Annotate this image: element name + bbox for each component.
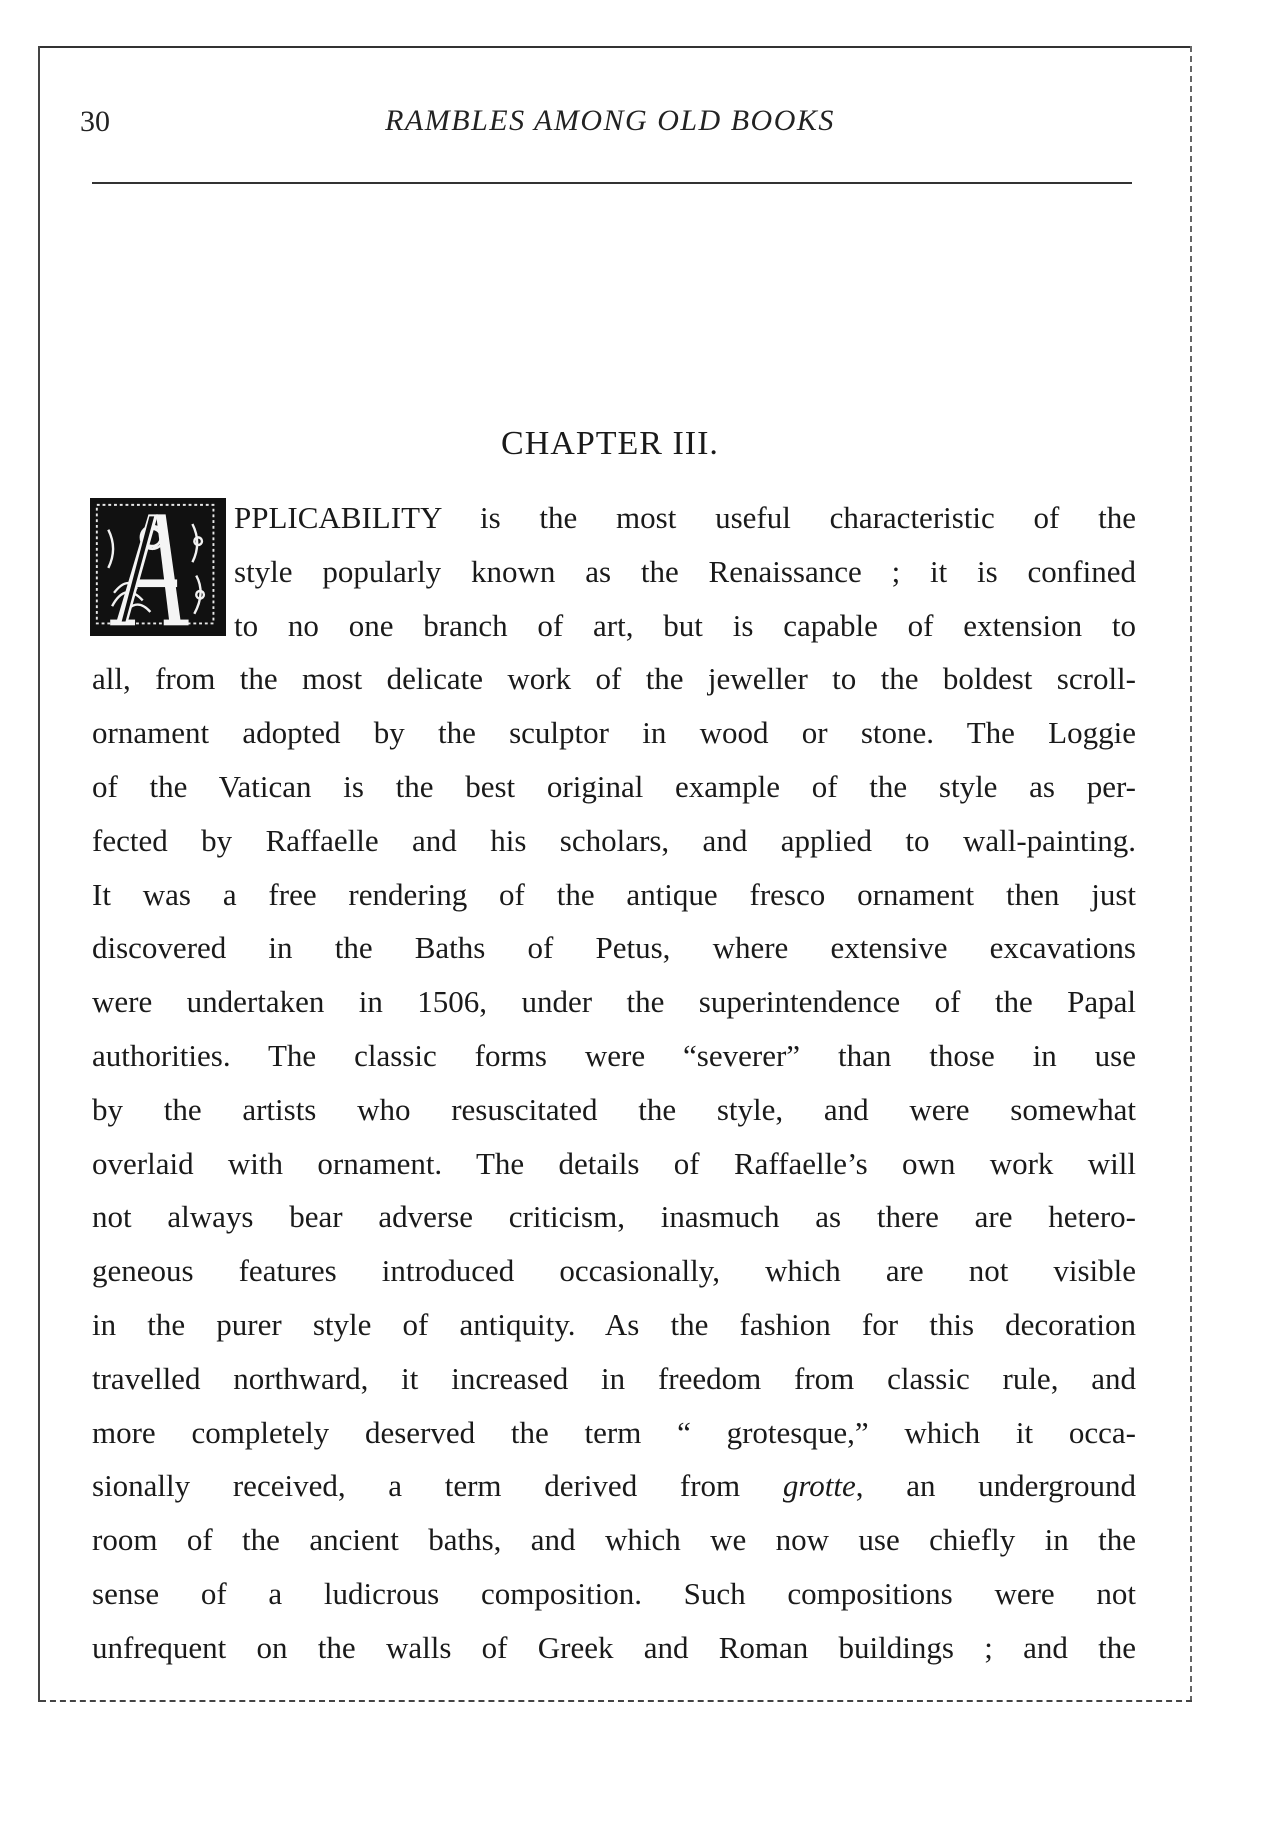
- header-rule: [92, 182, 1132, 184]
- text-line: sense of a ludicrous composition. Such compositions were not: [92, 1575, 1136, 1611]
- text-line: ornament adopted by the sculptor in wood or stone. The Loggie: [92, 715, 1136, 751]
- page-frame-top: [40, 46, 1192, 48]
- page-frame-left: [38, 46, 40, 1702]
- page-frame-right: [1190, 46, 1192, 1702]
- text-line: were undertaken in 1506, under the superintendence of the Papal: [92, 984, 1136, 1020]
- text-line: not always bear adverse criticism, inasmuch as there are hetero-: [92, 1199, 1136, 1235]
- italic-term-grotte: grotte: [782, 1468, 856, 1504]
- text-line: authorities. The classic forms were “severer” than those in use: [92, 1037, 1136, 1073]
- text-line: in the purer style of antiquity. As the fashion for this decoration: [92, 1306, 1136, 1342]
- text-segment: , an underground: [855, 1468, 1136, 1504]
- text-line: to no one branch of art, but is capable of extension to: [234, 607, 1136, 643]
- text-line: more completely deserved the term “ grotesque,” which it occa-: [92, 1414, 1136, 1450]
- text-line: fected by Raffaelle and his scholars, and applied to wall-painting.: [92, 822, 1136, 858]
- text-line: style popularly known as the Renaissance ; it is confined: [234, 553, 1136, 589]
- chapter-title: CHAPTER III.: [501, 425, 719, 462]
- text-line: all, from the most delicate work of the jeweller to the boldest scroll-: [92, 661, 1136, 697]
- text-line: discovered in the Baths of Petus, where extensive excavations: [92, 930, 1136, 966]
- text-line: geneous features introduced occasionally, which are not visible: [92, 1253, 1136, 1289]
- text-line: room of the ancient baths, and which we now use chiefly in the: [92, 1522, 1136, 1558]
- text-line: unfrequent on the walls of Greek and Roman buildings ; and the: [92, 1629, 1136, 1665]
- chapter-body-text: [92, 491, 1136, 1675]
- text-line-with-italic: [92, 1459, 1136, 1513]
- text-line: by the artists who resuscitated the style, and were somewhat: [92, 1091, 1136, 1127]
- text-line: travelled northward, it increased in freedom from classic rule, and: [92, 1360, 1136, 1396]
- page-number: 30: [80, 105, 110, 138]
- text-line: PPLICABILITY is the most useful characteristic of the: [234, 500, 1136, 535]
- page-frame-bottom: [40, 1700, 1192, 1702]
- text-line: overlaid with ornament. The details of Raffaelle’s own work will: [92, 1145, 1136, 1181]
- text-segment: sionally received, a term derived from: [92, 1468, 783, 1504]
- running-title: RAMBLES AMONG OLD BOOKS: [385, 104, 835, 137]
- text-line: of the Vatican is the best original example of the style as per-: [92, 768, 1136, 804]
- text-line: It was a free rendering of the antique fresco ornament then just: [92, 876, 1136, 912]
